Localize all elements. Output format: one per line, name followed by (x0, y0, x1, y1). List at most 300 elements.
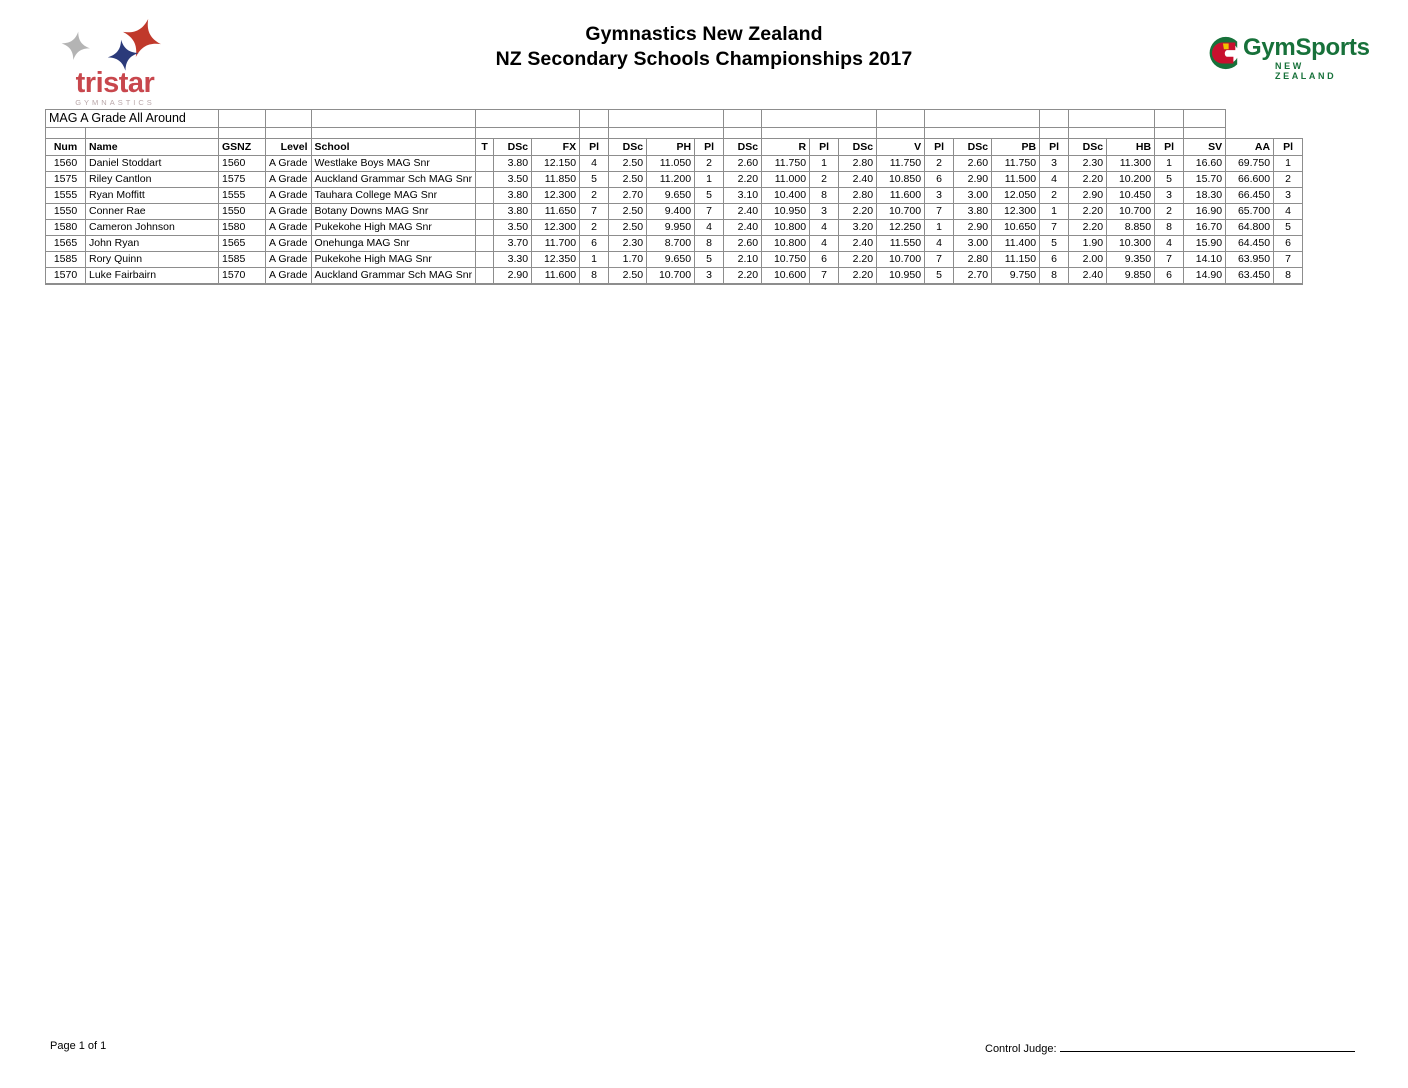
cell-r: 10.600 (762, 268, 810, 285)
cell-gsnz: 1575 (219, 172, 266, 188)
gymsports-subtitle: NEW ZEALAND (1275, 61, 1337, 81)
cell-pb_pl: 3 (1040, 156, 1069, 172)
cell-school: Onehunga MAG Snr (311, 236, 476, 252)
cell-pb: 11.400 (992, 236, 1040, 252)
cell-pb_dsc: 2.60 (954, 156, 992, 172)
column-header-v_pl: Pl (925, 139, 954, 156)
cell-ph: 9.650 (647, 252, 695, 268)
column-header-fx: FX (532, 139, 580, 156)
gymsports-wordmark: GymSports (1243, 34, 1370, 61)
cell-ph_pl: 1 (695, 172, 724, 188)
cell-sv: 15.70 (1184, 172, 1226, 188)
title-row-filler-school (311, 110, 476, 128)
title-row-filler-e (762, 110, 877, 128)
cell-hb_pl: 8 (1155, 220, 1184, 236)
column-header-v: V (877, 139, 925, 156)
cell-fx_dsc: 3.80 (494, 188, 532, 204)
gymsports-mark-icon (1203, 34, 1241, 72)
cell-gsnz: 1565 (219, 236, 266, 252)
cell-pb_pl: 8 (1040, 268, 1069, 285)
cell-ph_dsc: 2.30 (609, 236, 647, 252)
cell-sv: 16.70 (1184, 220, 1226, 236)
spacer-cell-g (925, 128, 1040, 139)
cell-r: 10.800 (762, 220, 810, 236)
cell-v_pl: 7 (925, 204, 954, 220)
cell-fx_dsc: 3.30 (494, 252, 532, 268)
table-header-row (46, 139, 1303, 156)
cell-pb_pl: 7 (1040, 220, 1069, 236)
cell-t (476, 220, 494, 236)
cell-hb: 10.200 (1107, 172, 1155, 188)
title-row-filler-level (266, 110, 312, 128)
cell-aa: 66.450 (1226, 188, 1274, 204)
cell-name: John Ryan (86, 236, 219, 252)
column-header-fx_dsc: DSc (494, 139, 532, 156)
cell-gsnz: 1555 (219, 188, 266, 204)
title-row-filler-f (877, 110, 925, 128)
column-header-num: Num (46, 139, 86, 156)
spacer-cell-a (476, 128, 580, 139)
cell-hb: 10.300 (1107, 236, 1155, 252)
spacer-cell-gsnz (219, 128, 266, 139)
column-header-pb_dsc: DSc (954, 139, 992, 156)
spacer-cell-h (1040, 128, 1069, 139)
cell-aa_pl: 5 (1274, 220, 1303, 236)
cell-ph: 9.950 (647, 220, 695, 236)
cell-v: 10.700 (877, 204, 925, 220)
cell-level: A Grade (266, 236, 312, 252)
cell-hb: 9.850 (1107, 268, 1155, 285)
cell-level: A Grade (266, 204, 312, 220)
cell-t (476, 188, 494, 204)
cell-fx_dsc: 3.80 (494, 204, 532, 220)
cell-ph_dsc: 2.50 (609, 156, 647, 172)
cell-sv: 18.30 (1184, 188, 1226, 204)
cell-aa: 69.750 (1226, 156, 1274, 172)
table-row (46, 268, 1303, 285)
cell-v: 10.950 (877, 268, 925, 285)
cell-name: Daniel Stoddart (86, 156, 219, 172)
cell-level: A Grade (266, 156, 312, 172)
cell-fx: 11.700 (532, 236, 580, 252)
cell-hb_dsc: 2.40 (1069, 268, 1107, 285)
cell-fx_pl: 5 (580, 172, 609, 188)
column-header-r: R (762, 139, 810, 156)
cell-pb: 11.500 (992, 172, 1040, 188)
cell-fx: 11.850 (532, 172, 580, 188)
cell-gsnz: 1580 (219, 220, 266, 236)
cell-v: 12.250 (877, 220, 925, 236)
cell-r_dsc: 3.10 (724, 188, 762, 204)
cell-r_dsc: 2.10 (724, 252, 762, 268)
cell-ph: 11.050 (647, 156, 695, 172)
report-title-row (46, 110, 1303, 128)
spacer-cell-school (311, 128, 476, 139)
cell-fx_dsc: 3.80 (494, 156, 532, 172)
cell-v_pl: 7 (925, 252, 954, 268)
cell-v_dsc: 2.80 (839, 188, 877, 204)
cell-pb_dsc: 3.00 (954, 236, 992, 252)
cell-num: 1585 (46, 252, 86, 268)
column-header-hb_pl: Pl (1155, 139, 1184, 156)
cell-pb_pl: 4 (1040, 172, 1069, 188)
report-title: MAG A Grade All Around (46, 110, 219, 128)
column-header-aa_pl: Pl (1274, 139, 1303, 156)
cell-school: Tauhara College MAG Snr (311, 188, 476, 204)
title-row-filler-g (925, 110, 1040, 128)
cell-r_dsc: 2.20 (724, 268, 762, 285)
table-row (46, 172, 1303, 188)
spacer-cell-c (609, 128, 724, 139)
title-row-filler-c (609, 110, 724, 128)
cell-r: 11.750 (762, 156, 810, 172)
results-body (46, 156, 1303, 285)
cell-school: Botany Downs MAG Snr (311, 204, 476, 220)
cell-fx_pl: 7 (580, 204, 609, 220)
cell-t (476, 268, 494, 285)
gymsports-logo (1203, 33, 1370, 81)
cell-t (476, 156, 494, 172)
cell-num: 1565 (46, 236, 86, 252)
cell-v_pl: 1 (925, 220, 954, 236)
cell-fx: 11.600 (532, 268, 580, 285)
cell-ph_pl: 3 (695, 268, 724, 285)
cell-hb_pl: 1 (1155, 156, 1184, 172)
cell-v_dsc: 2.20 (839, 252, 877, 268)
cell-pb_pl: 6 (1040, 252, 1069, 268)
cell-pb_pl: 2 (1040, 188, 1069, 204)
cell-r: 10.750 (762, 252, 810, 268)
cell-hb: 9.350 (1107, 252, 1155, 268)
column-header-pb: PB (992, 139, 1040, 156)
cell-pb_dsc: 2.80 (954, 252, 992, 268)
column-header-hb_dsc: DSc (1069, 139, 1107, 156)
cell-r_dsc: 2.20 (724, 172, 762, 188)
cell-pb_pl: 1 (1040, 204, 1069, 220)
results-table (45, 109, 1303, 285)
cell-name: Cameron Johnson (86, 220, 219, 236)
cell-pb_pl: 5 (1040, 236, 1069, 252)
column-header-t: T (476, 139, 494, 156)
column-header-fx_pl: Pl (580, 139, 609, 156)
cell-v: 11.600 (877, 188, 925, 204)
cell-pb: 12.300 (992, 204, 1040, 220)
cell-ph_dsc: 2.50 (609, 204, 647, 220)
column-header-v_dsc: DSc (839, 139, 877, 156)
cell-school: Auckland Grammar Sch MAG Snr (311, 172, 476, 188)
spacer-cell-j (1155, 128, 1184, 139)
cell-v_dsc: 2.80 (839, 156, 877, 172)
spacer-cell-d (724, 128, 762, 139)
cell-aa_pl: 7 (1274, 252, 1303, 268)
cell-name: Rory Quinn (86, 252, 219, 268)
cell-fx_dsc: 3.50 (494, 220, 532, 236)
title-row-filler-gsnz (219, 110, 266, 128)
cell-num: 1580 (46, 220, 86, 236)
cell-num: 1570 (46, 268, 86, 285)
cell-r_pl: 4 (810, 236, 839, 252)
cell-v: 10.850 (877, 172, 925, 188)
cell-r_pl: 7 (810, 268, 839, 285)
cell-ph_pl: 5 (695, 188, 724, 204)
table-row (46, 220, 1303, 236)
cell-aa: 64.800 (1226, 220, 1274, 236)
cell-ph_dsc: 2.50 (609, 220, 647, 236)
cell-hb: 11.300 (1107, 156, 1155, 172)
spacer-cell-b (580, 128, 609, 139)
cell-v_dsc: 2.40 (839, 172, 877, 188)
cell-ph_dsc: 1.70 (609, 252, 647, 268)
cell-ph: 8.700 (647, 236, 695, 252)
table-row (46, 252, 1303, 268)
cell-ph: 11.200 (647, 172, 695, 188)
cell-r_dsc: 2.40 (724, 204, 762, 220)
cell-gsnz: 1570 (219, 268, 266, 285)
cell-v_dsc: 2.20 (839, 204, 877, 220)
column-header-r_dsc: DSc (724, 139, 762, 156)
column-header-sv: SV (1184, 139, 1226, 156)
cell-aa_pl: 6 (1274, 236, 1303, 252)
cell-hb_dsc: 2.00 (1069, 252, 1107, 268)
cell-r_pl: 3 (810, 204, 839, 220)
control-judge-signature-line[interactable] (1060, 1040, 1355, 1052)
table-row (46, 204, 1303, 220)
cell-ph_dsc: 2.50 (609, 268, 647, 285)
cell-r_pl: 6 (810, 252, 839, 268)
cell-num: 1560 (46, 156, 86, 172)
cell-sv: 15.90 (1184, 236, 1226, 252)
cell-pb_dsc: 3.00 (954, 188, 992, 204)
cell-t (476, 236, 494, 252)
cell-hb_pl: 3 (1155, 188, 1184, 204)
cell-aa: 64.450 (1226, 236, 1274, 252)
cell-school: Pukekohe High MAG Snr (311, 252, 476, 268)
spacer-cell-level (266, 128, 312, 139)
cell-level: A Grade (266, 188, 312, 204)
table-row (46, 188, 1303, 204)
control-judge-field (985, 1040, 1355, 1055)
cell-r: 11.000 (762, 172, 810, 188)
cell-r_pl: 4 (810, 220, 839, 236)
cell-ph: 10.700 (647, 268, 695, 285)
title-row-filler-k (1184, 110, 1226, 128)
title-row-filler-h (1040, 110, 1069, 128)
title-event: NZ Secondary Schools Championships 2017 (495, 48, 913, 70)
cell-school: Pukekohe High MAG Snr (311, 220, 476, 236)
page-header (0, 0, 1408, 105)
cell-hb_dsc: 1.90 (1069, 236, 1107, 252)
title-row-filler-b (580, 110, 609, 128)
cell-gsnz: 1560 (219, 156, 266, 172)
cell-sv: 16.90 (1184, 204, 1226, 220)
column-header-ph_pl: Pl (695, 139, 724, 156)
cell-name: Ryan Moffitt (86, 188, 219, 204)
spacer-cell-i (1069, 128, 1155, 139)
cell-aa_pl: 3 (1274, 188, 1303, 204)
cell-name: Riley Cantlon (86, 172, 219, 188)
cell-aa_pl: 4 (1274, 204, 1303, 220)
cell-aa: 66.600 (1226, 172, 1274, 188)
cell-v_pl: 2 (925, 156, 954, 172)
column-header-gsnz: GSNZ (219, 139, 266, 156)
column-header-name: Name (86, 139, 219, 156)
cell-num: 1555 (46, 188, 86, 204)
cell-pb: 12.050 (992, 188, 1040, 204)
cell-r_dsc: 2.60 (724, 156, 762, 172)
cell-ph_pl: 4 (695, 220, 724, 236)
cell-fx_pl: 1 (580, 252, 609, 268)
cell-level: A Grade (266, 220, 312, 236)
table-row (46, 156, 1303, 172)
cell-ph: 9.400 (647, 204, 695, 220)
spacer-cell-name (86, 128, 219, 139)
cell-fx_pl: 6 (580, 236, 609, 252)
cell-pb: 11.750 (992, 156, 1040, 172)
cell-v_pl: 3 (925, 188, 954, 204)
cell-t (476, 252, 494, 268)
spacer-cell-num (46, 128, 86, 139)
cell-r_pl: 8 (810, 188, 839, 204)
cell-gsnz: 1585 (219, 252, 266, 268)
cell-hb_pl: 6 (1155, 268, 1184, 285)
cell-school: Auckland Grammar Sch MAG Snr (311, 268, 476, 285)
cell-level: A Grade (266, 252, 312, 268)
spacer-cell-k (1184, 128, 1226, 139)
cell-r_dsc: 2.40 (724, 220, 762, 236)
cell-pb_dsc: 2.90 (954, 220, 992, 236)
cell-pb: 11.150 (992, 252, 1040, 268)
cell-name: Conner Rae (86, 204, 219, 220)
cell-ph_pl: 5 (695, 252, 724, 268)
title-row-filler-a (476, 110, 580, 128)
cell-pb_dsc: 3.80 (954, 204, 992, 220)
cell-r: 10.400 (762, 188, 810, 204)
results-table-container (45, 109, 1303, 285)
cell-r_dsc: 2.60 (724, 236, 762, 252)
cell-fx_dsc: 2.90 (494, 268, 532, 285)
cell-t (476, 204, 494, 220)
column-header-hb: HB (1107, 139, 1155, 156)
cell-num: 1575 (46, 172, 86, 188)
title-row-filler-d (724, 110, 762, 128)
control-judge-label: Control Judge: (985, 1043, 1057, 1055)
cell-v_pl: 6 (925, 172, 954, 188)
cell-r_pl: 1 (810, 156, 839, 172)
cell-r: 10.950 (762, 204, 810, 220)
tristar-wordmark: tristar (75, 67, 155, 99)
cell-pb_dsc: 2.90 (954, 172, 992, 188)
cell-aa_pl: 1 (1274, 156, 1303, 172)
cell-hb_pl: 5 (1155, 172, 1184, 188)
column-header-pb_pl: Pl (1040, 139, 1069, 156)
cell-aa_pl: 2 (1274, 172, 1303, 188)
column-header-level: Level (266, 139, 312, 156)
cell-t (476, 172, 494, 188)
cell-aa: 65.700 (1226, 204, 1274, 220)
column-header-aa: AA (1226, 139, 1274, 156)
cell-ph: 9.650 (647, 188, 695, 204)
cell-gsnz: 1550 (219, 204, 266, 220)
cell-hb_pl: 2 (1155, 204, 1184, 220)
cell-hb_dsc: 2.90 (1069, 188, 1107, 204)
cell-fx: 12.300 (532, 188, 580, 204)
cell-pb: 10.650 (992, 220, 1040, 236)
cell-aa_pl: 8 (1274, 268, 1303, 285)
cell-hb_pl: 7 (1155, 252, 1184, 268)
cell-fx_pl: 2 (580, 220, 609, 236)
cell-hb: 10.450 (1107, 188, 1155, 204)
cell-v: 11.750 (877, 156, 925, 172)
cell-fx: 11.650 (532, 204, 580, 220)
title-row-filler-i (1069, 110, 1155, 128)
cell-aa: 63.950 (1226, 252, 1274, 268)
cell-v_pl: 5 (925, 268, 954, 285)
cell-name: Luke Fairbairn (86, 268, 219, 285)
cell-level: A Grade (266, 268, 312, 285)
cell-fx_pl: 4 (580, 156, 609, 172)
column-header-ph_dsc: DSc (609, 139, 647, 156)
spacer-cell-e (762, 128, 877, 139)
cell-school: Westlake Boys MAG Snr (311, 156, 476, 172)
cell-fx: 12.300 (532, 220, 580, 236)
cell-hb_dsc: 2.20 (1069, 220, 1107, 236)
title-organisation: Gymnastics New Zealand (585, 23, 823, 45)
cell-r: 10.800 (762, 236, 810, 252)
cell-fx: 12.350 (532, 252, 580, 268)
spacer-row (46, 128, 1303, 139)
column-header-r_pl: Pl (810, 139, 839, 156)
column-header-school: School (311, 139, 476, 156)
column-header-ph: PH (647, 139, 695, 156)
cell-v_dsc: 2.40 (839, 236, 877, 252)
cell-hb_dsc: 2.30 (1069, 156, 1107, 172)
cell-level: A Grade (266, 172, 312, 188)
cell-hb_dsc: 2.20 (1069, 204, 1107, 220)
page-footer (0, 1040, 1408, 1070)
table-row (46, 236, 1303, 252)
page-title (0, 22, 1408, 72)
cell-v: 11.550 (877, 236, 925, 252)
cell-sv: 14.10 (1184, 252, 1226, 268)
cell-sv: 16.60 (1184, 156, 1226, 172)
cell-ph_pl: 8 (695, 236, 724, 252)
cell-aa: 63.450 (1226, 268, 1274, 285)
cell-v: 10.700 (877, 252, 925, 268)
title-row-filler-j (1155, 110, 1184, 128)
cell-v_pl: 4 (925, 236, 954, 252)
cell-fx_dsc: 3.70 (494, 236, 532, 252)
cell-hb: 8.850 (1107, 220, 1155, 236)
cell-hb_dsc: 2.20 (1069, 172, 1107, 188)
cell-fx_dsc: 3.50 (494, 172, 532, 188)
spacer-cell-f (877, 128, 925, 139)
tristar-subtitle: GYMNASTICS (75, 98, 155, 107)
cell-pb_dsc: 2.70 (954, 268, 992, 285)
cell-num: 1550 (46, 204, 86, 220)
cell-fx_pl: 8 (580, 268, 609, 285)
cell-ph_pl: 2 (695, 156, 724, 172)
cell-r_pl: 2 (810, 172, 839, 188)
cell-v_dsc: 3.20 (839, 220, 877, 236)
cell-hb_pl: 4 (1155, 236, 1184, 252)
cell-v_dsc: 2.20 (839, 268, 877, 285)
cell-ph_pl: 7 (695, 204, 724, 220)
cell-fx_pl: 2 (580, 188, 609, 204)
cell-hb: 10.700 (1107, 204, 1155, 220)
cell-pb: 9.750 (992, 268, 1040, 285)
cell-sv: 14.90 (1184, 268, 1226, 285)
page-number-label: Page 1 of 1 (50, 1040, 107, 1052)
